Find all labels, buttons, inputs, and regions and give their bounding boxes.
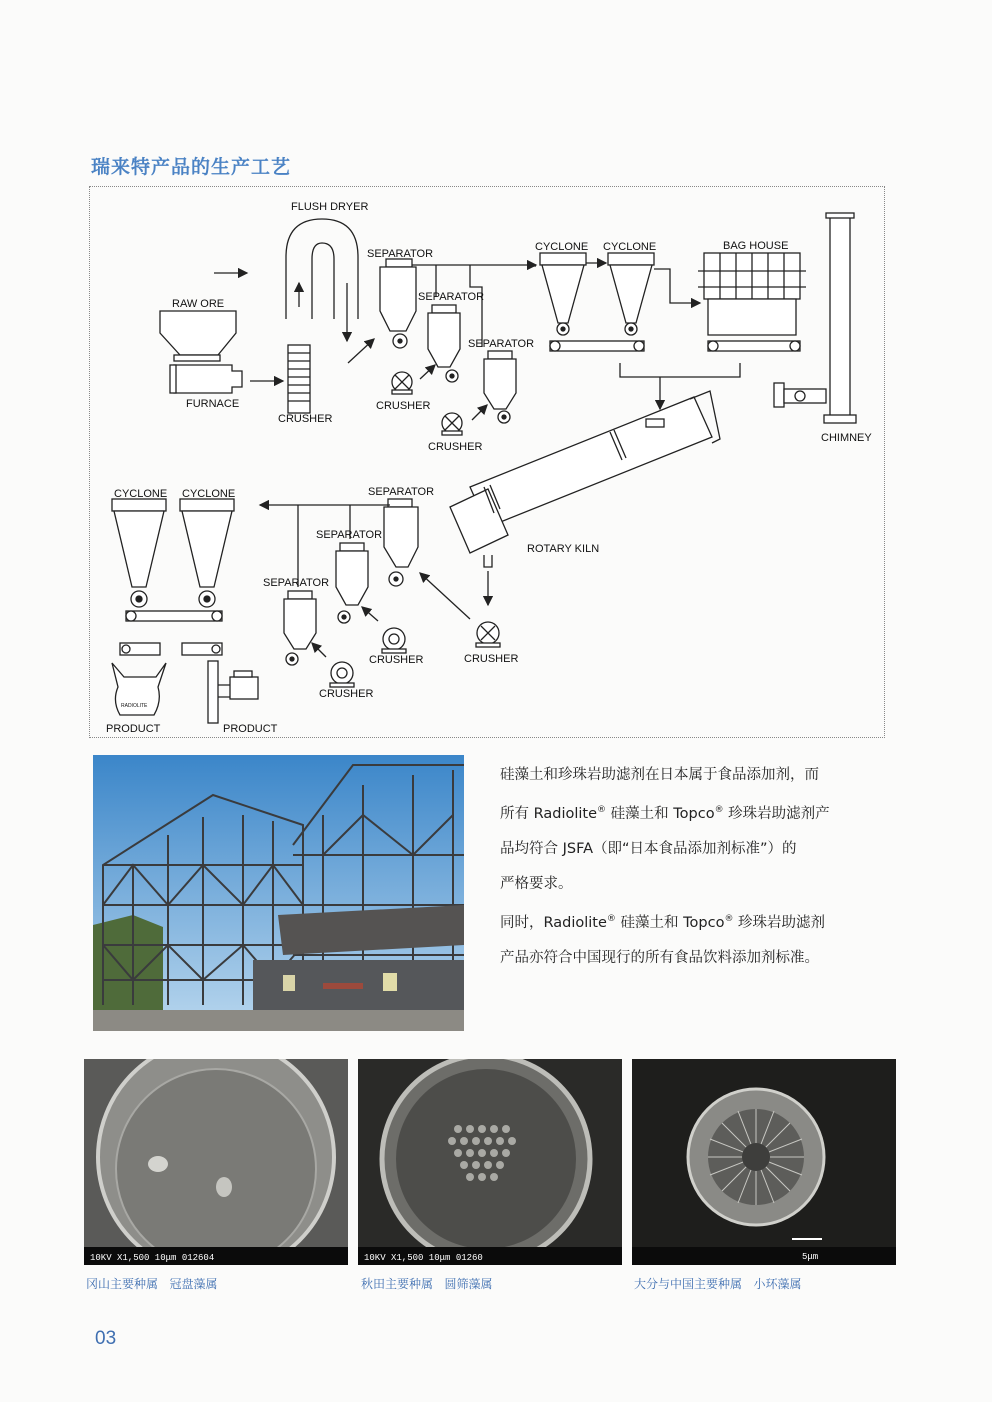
label-separator-1: SEPARATOR [367,248,434,260]
fan [774,383,826,407]
label-cyclone-3: CYCLONE [114,488,168,500]
label-cyclone-1: CYCLONE [535,241,589,253]
label-crusher-1: CRUSHER [278,413,333,425]
crusher-1 [288,345,310,413]
label-cyclone-4: CYCLONE [182,488,236,500]
label-product-2: PRODUCT [223,723,278,735]
paragraph-line: 品均符合 JSFA（即“日本食品添加剂标准”）的 [500,840,797,857]
packing-machine [208,661,258,723]
crusher-4 [476,622,500,647]
sem-info: 5μm [802,1252,819,1262]
conveyor-4 [120,643,222,655]
label-flush-dryer: FLUSH DRYER [291,201,369,213]
cyclone-1 [540,253,586,335]
description-text [500,758,880,976]
section-title: 瑞来特产品的生产工艺 [91,156,292,178]
separator-3 [484,351,516,423]
label-separator-6: SEPARATOR [263,577,330,589]
label-crusher-5: CRUSHER [369,654,424,666]
page-number: 03 [95,1328,117,1349]
label-bag-house: BAG HOUSE [723,240,789,252]
paragraph-line: 同时，Radiolite® 硅藻土和 Topco® 珍珠岩助滤剂 [500,913,826,931]
crusher-5 [382,628,406,653]
separator-1 [380,259,416,348]
conveyor-3 [126,611,222,621]
process-flow-svg [90,187,886,739]
paragraph-line: 严格要求。 [500,875,573,892]
cyclone-4 [180,499,234,607]
cyclone-2 [608,253,654,335]
cyclone-3 [112,499,166,607]
label-crusher-2: CRUSHER [376,400,431,412]
crusher-2 [392,372,412,394]
micrograph-2 [358,1059,622,1265]
label-crusher-4: CRUSHER [464,653,519,665]
label-cyclone-2: CYCLONE [603,241,657,253]
sem-info: 10KV X1,500 10μm 01260 [364,1253,483,1263]
conveyor-1 [550,341,644,351]
label-separator-5: SEPARATOR [316,529,383,541]
label-separator-2: SEPARATOR [418,291,485,303]
crusher-6 [330,662,354,687]
label-product-1: PRODUCT [106,723,161,735]
chimney [824,213,856,423]
label-furnace: FURNACE [186,398,240,410]
flush-dryer [286,219,358,341]
separator-6 [284,591,316,665]
paragraph-line: 硅藻土和珍珠岩助滤剂在日本属于食品添加剂，而 [500,767,819,783]
label-raw-ore: RAW ORE [172,298,225,310]
label-crusher-3: CRUSHER [428,441,483,453]
bag-house [698,253,806,335]
furnace [170,365,242,393]
bag-brand-label: RADIOLITE [121,703,148,709]
label-crusher-6: CRUSHER [319,688,374,700]
micrograph-1 [84,1059,348,1265]
conveyor-2 [708,341,800,351]
micrograph-3 [632,1059,896,1265]
raw-ore-hopper [160,311,236,361]
separator-2 [428,305,460,382]
label-separator-3: SEPARATOR [468,338,535,350]
plant-photo [93,755,464,1031]
label-chimney: CHIMNEY [821,432,872,444]
label-rotary-kiln: ROTARY KILN [527,543,600,555]
crusher-3 [442,413,462,435]
micrograph-caption-1: 冈山主要种属 冠盘藻属 [86,1277,218,1291]
paragraph-line: 所有 Radiolite® 硅藻土和 Topco® 珍珠岩助滤剂产 [500,805,830,822]
rotary-kiln [450,391,720,567]
micrograph-caption-2: 秋田主要种属 圆筛藻属 [361,1277,493,1291]
label-separator-4: SEPARATOR [368,486,435,498]
paragraph-line: 产品亦符合中国现行的所有食品饮料添加剂标准。 [500,949,819,966]
separator-5 [336,543,368,623]
process-flow-diagram [89,186,885,738]
sem-info: 10KV X1,500 10μm 012604 [90,1253,215,1263]
micrograph-caption-3: 大分与中国主要种属 小环藻属 [634,1277,802,1291]
separator-4 [384,499,418,586]
